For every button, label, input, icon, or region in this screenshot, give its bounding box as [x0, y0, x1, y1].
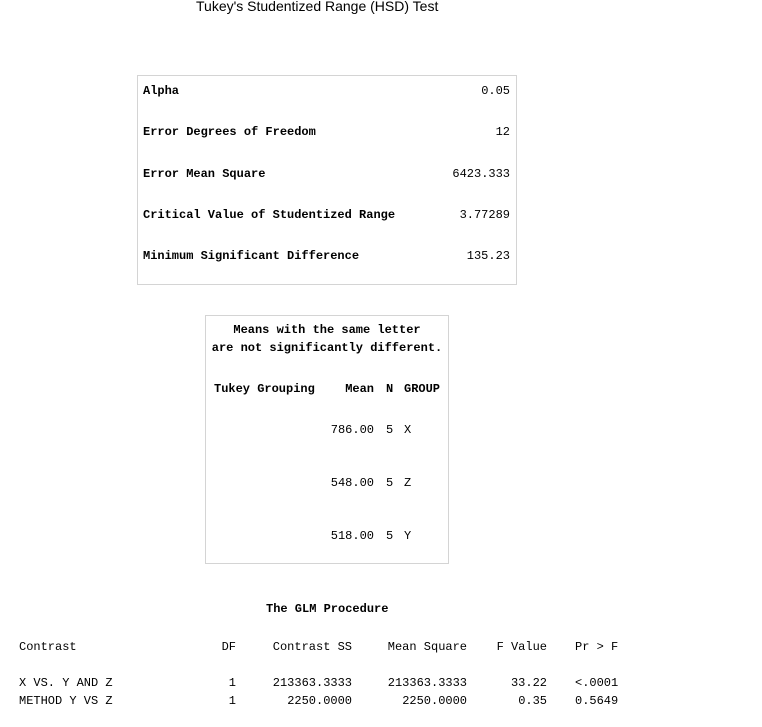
glm-row-f: 0.35 [518, 694, 547, 708]
grouping-note-line1: Means with the same letter [233, 323, 421, 337]
glm-row-df: 1 [228, 676, 236, 690]
header-pr-f: Pr > F [575, 640, 619, 654]
critical-value-label: Critical Value of Studentized Range [143, 208, 396, 222]
glm-row-ss: 2250.0000 [287, 694, 352, 708]
glm-row-ss: 213363.3333 [272, 676, 352, 690]
grouping-note-line2: are not significantly different. [211, 341, 443, 355]
grouping-row-n: 5 [386, 476, 394, 490]
glm-row-contrast: METHOD Y VS Z [19, 694, 113, 708]
header-contrast: Contrast [19, 640, 77, 654]
tukey-stats-table [137, 75, 517, 285]
msd-label: Minimum Significant Difference [143, 249, 360, 263]
alpha-value: 0.05 [481, 84, 510, 98]
alpha-label: Alpha [143, 84, 180, 98]
grouping-row-n: 5 [386, 423, 394, 437]
glm-title: The GLM Procedure [266, 602, 389, 616]
glm-row-ms: 2250.0000 [402, 694, 467, 708]
glm-row-f: 33.22 [510, 676, 547, 690]
error-df-label: Error Degrees of Freedom [143, 125, 316, 139]
tukey-grouping-table [205, 315, 449, 564]
header-group: GROUP [404, 382, 441, 396]
grouping-row-mean: 786.00 [330, 423, 374, 437]
grouping-row-group: Y [404, 529, 412, 543]
grouping-row-mean: 518.00 [330, 529, 374, 543]
header-tukey-grouping: Tukey Grouping [214, 382, 315, 396]
grouping-row-n: 5 [386, 529, 394, 543]
header-mean-square: Mean Square [387, 640, 467, 654]
header-contrast-ss: Contrast SS [272, 640, 352, 654]
error-ms-value: 6423.333 [452, 167, 510, 181]
glm-row-contrast: X VS. Y AND Z [19, 676, 113, 690]
msd-value: 135.23 [466, 249, 510, 263]
error-ms-label: Error Mean Square [143, 167, 266, 181]
glm-row-df: 1 [228, 694, 236, 708]
grouping-row-group: X [404, 423, 412, 437]
glm-row-p: 0.5649 [575, 694, 619, 708]
header-df: DF [221, 640, 236, 654]
header-n: N [386, 382, 394, 396]
header-mean: Mean [345, 382, 374, 396]
header-f-value: F Value [496, 640, 547, 654]
error-df-value: 12 [495, 125, 510, 139]
grouping-row-group: Z [404, 476, 412, 490]
grouping-row-mean: 548.00 [330, 476, 374, 490]
critical-value-value: 3.77289 [459, 208, 510, 222]
glm-row-ms: 213363.3333 [387, 676, 467, 690]
page-title: Tukey's Studentized Range (HSD) Test [196, 0, 439, 14]
glm-row-p: <.0001 [575, 676, 619, 690]
